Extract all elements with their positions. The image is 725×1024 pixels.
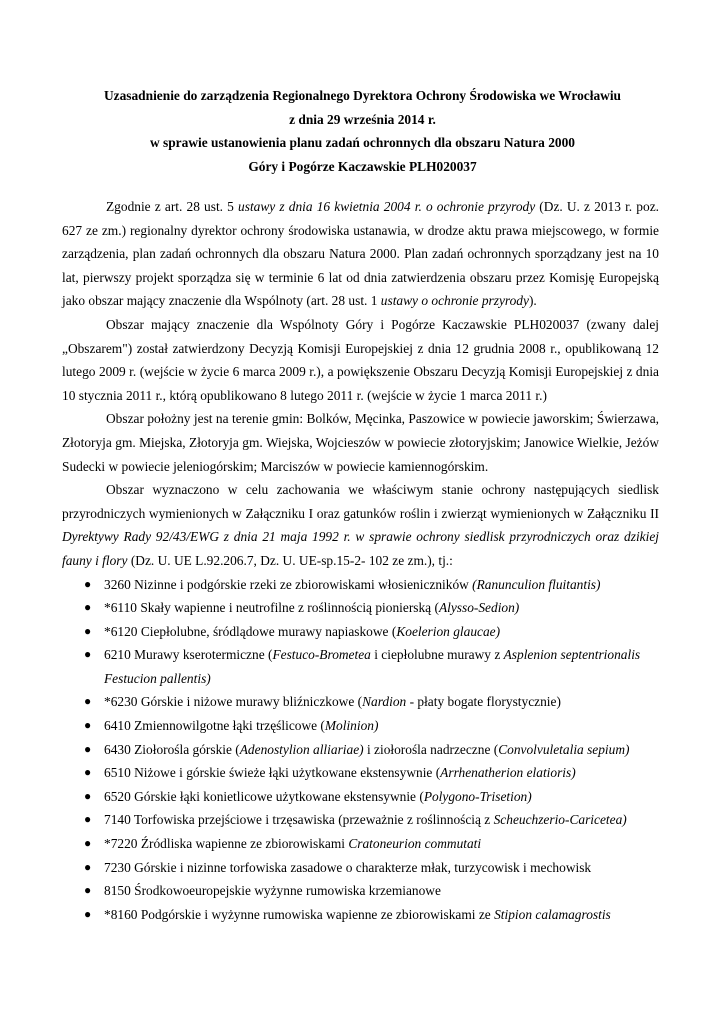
bullet-icon: ● [84, 788, 92, 803]
habitat-italic: Arrhenatherion elatioris) [440, 765, 576, 781]
habitat-list-item [62, 903, 659, 927]
habitat-text: 7140 Torfowiska przejściowe i trzęsawiska (przeważnie z roślinnością z [104, 812, 494, 828]
habitat-italic: Scheuchzerio-Caricetea) [493, 812, 627, 828]
paragraph-site-purpose: Obszar wyznaczono w celu zachowania we właściwym stanie ochrony następujących siedlisk przyrodniczych wymienionych w Załączniku I oraz gatunków roślin i zwierząt wymienionych w Załączniku II Dyrektywy Rady 92/43/EWG z dnia 21 maja 1992 r. w sprawie ochrony siedlisk przyrodniczych oraz dzikiej fauny i flory (Dz. U. UE L.92.206.7, Dz. U. UE-sp.15-2- 102 ze zm.), tj.: [62, 482, 659, 568]
habitat-text: 3260 Nizinne i podgórskie rzeki ze zbiorowiskami włosieniczników [104, 576, 473, 592]
bullet-icon: ● [84, 883, 92, 898]
habitat-list-item [62, 879, 659, 903]
habitat-text: *7220 Źródliska wapienne ze zbiorowiskami [104, 836, 349, 852]
habitat-after: - płaty bogate florystycznie) [406, 694, 561, 710]
paragraph-legal-basis: Zgodnie z art. 28 ust. 5 ustawy z dnia 16 kwietnia 2004 r. o ochronie przyrody (Dz. U. z 2013 r. poz. 627 ze zm.) regionalny dyrektor ochrony środowiska ustanawia, w drodze aktu prawa miejscowego, w formie zarządzenia, plan zadań ochronnych dla obszaru Natura 2000. Plan zadań ochronnych sporządzany jest na 10 lat, pierwszy projekt sporządza się w terminie 6 lat od dnia zatwierdzenia obszaru przez Komisję Europejską jako obszar mający znaczenie dla Wspólnoty (art. 28 ust. 1 ustawy o ochronie przyrody). [62, 199, 659, 309]
habitat-italic: (Ranunculion fluitantis) [472, 576, 601, 592]
habitat-list-item [62, 808, 659, 832]
habitat-list-item [62, 714, 659, 738]
habitat-list-item [62, 856, 659, 880]
habitat-italic: Koelerion glaucae) [396, 623, 501, 639]
habitat-text: 6410 Zmiennowilgotne łąki trzęślicowe ( [104, 718, 325, 734]
paragraph-site-approval: Obszar mający znaczenie dla Wspólnoty Góry i Pogórze Kaczawskie PLH020037 (zwany dalej „Obszarem") został zatwierdzony Decyzją Komisji Europejskiej z dnia 12 grudnia 2008 r., opublikowaną 12 lutego 2009 r. (wejście w życie 6 marca 2009 r.), a powiększenie Obszaru Decyzją Komisji Europejskiej z dnia 10 stycznia 2011 r., którą opublikowano 8 lutego 2011 r. (wejście w życie 1 marca 2011 r.) [62, 316, 659, 403]
habitat-text: *6230 Górskie i niżowe murawy bliźniczkowe ( [104, 694, 363, 710]
habitat-italic: Festuco-Brometea [272, 647, 371, 663]
bullet-icon: ● [84, 600, 92, 615]
document-body [62, 195, 659, 926]
habitat-list-item [62, 690, 659, 714]
habitat-italic2: Convolvuletalia sepium) [498, 741, 630, 757]
bullet-icon: ● [84, 836, 92, 851]
habitat-italic: Nardion [362, 694, 407, 710]
habitat-italic: Molinion) [324, 718, 379, 734]
habitat-text: *6110 Skały wapienne i neutrofilne z roślinnością pionierską ( [104, 600, 439, 616]
bullet-icon: ● [84, 812, 92, 827]
habitat-text: *8160 Podgórskie i wyżynne rumowiska wapienne ze zbiorowiskami ze [104, 906, 495, 922]
habitat-italic2: Asplenion septentrionalis Festucion pallentis) [104, 647, 641, 686]
habitat-italic: Stipion calamagrostis [494, 906, 611, 922]
bullet-icon: ● [84, 765, 92, 780]
habitat-italic: Cratoneurion commutati [348, 836, 482, 852]
bullet-icon: ● [84, 576, 92, 591]
habitat-text: 6520 Górskie łąki konietlicowe użytkowane ekstensywnie ( [104, 788, 424, 804]
bullet-icon: ● [84, 647, 92, 662]
habitat-after: i ziołorośla nadrzeczne ( [363, 741, 499, 757]
habitat-list-item [62, 643, 659, 690]
bullet-icon: ● [84, 906, 92, 921]
habitat-text: 6510 Niżowe i górskie świeże łąki użytkowane ekstensywnie ( [104, 765, 441, 781]
habitat-list-item [62, 620, 659, 644]
habitat-text: 6210 Murawy kserotermiczne ( [104, 647, 273, 663]
paragraph-site-location: Obszar położny jest na terenie gmin: Bolków, Męcinka, Paszowice w powiecie jaworskim; Świerzawa, Złotoryja gm. Miejska, Złotoryja gm. Wiejska, Wojcieszów w powiecie złotoryjskim; Janowice Wielkie, Jeżów Sudecki w powiecie jeleniogórskim; Marciszów w powiecie kamiennogórskim. [62, 411, 659, 474]
habitat-list-item [62, 573, 659, 597]
habitat-list [62, 573, 659, 927]
habitat-list-item [62, 738, 659, 762]
habitat-after: i ciepłolubne murawy z [370, 647, 504, 663]
habitat-text: 6430 Ziołorośla górskie ( [104, 741, 240, 757]
habitat-italic: Adenostylion alliariae) [239, 741, 364, 757]
bullet-icon: ● [84, 718, 92, 733]
title-line-1: Uzasadnienie do zarządzenia Regionalnego Dyrektora Ochrony Środowiska we Wrocławiu [103, 88, 622, 103]
bullet-icon: ● [84, 741, 92, 756]
habitat-text: 7230 Górskie i nizinne torfowiska zasadowe o charakterze młak, turzycowisk i mechowisk [104, 859, 592, 875]
habitat-text: 8150 Środkowoeuropejskie wyżynne rumowiska krzemianowe [104, 883, 441, 899]
habitat-italic: Alysso-Sedion) [438, 600, 520, 616]
bullet-icon: ● [84, 694, 92, 709]
habitat-list-item [62, 596, 659, 620]
habitat-list-item [62, 761, 659, 785]
habitat-list-item [62, 832, 659, 856]
habitat-list-item [62, 785, 659, 809]
title-line-4: Góry i Pogórze Kaczawskie PLH020037 [248, 158, 477, 174]
document-title [60, 84, 665, 178]
habitat-text: *6120 Ciepłolubne, śródlądowe murawy napiaskowe ( [104, 623, 397, 639]
bullet-icon: ● [84, 859, 92, 874]
title-line-2: z dnia 29 września 2014 r. [289, 111, 436, 127]
bullet-icon: ● [84, 623, 92, 638]
habitat-italic: Polygono-Trisetion) [423, 788, 532, 804]
title-line-3: w sprawie ustanowienia planu zadań ochronnych dla obszaru Natura 2000 [150, 135, 575, 150]
